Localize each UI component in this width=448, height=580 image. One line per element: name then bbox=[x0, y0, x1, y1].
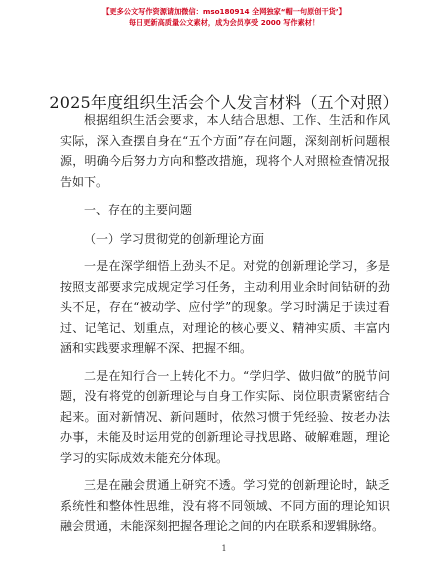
intro-paragraph: 根据组织生活会要求，本人结合思想、工作、生活和作风实际，深入查摆自身在“五个方面”存在问题，深刻剖析问题根源，明确今后努力方向和整改措施，现将个人对照检查情况报告如下。 bbox=[60, 113, 390, 189]
promo-banner-line2: 每日更新高质量公文素材，成为会员享受 2000 写作素材！ bbox=[128, 18, 320, 27]
section-heading: 一、存在的主要问题 bbox=[84, 203, 193, 217]
body-paragraph: 二是在知行合一上转化不力。“学归学、做归做”的脱节问题，没有将党的创新理论与自身工作实际、岗位职责紧密结合起来。面对新情况、新问题时，依然习惯于凭经验、按老办法办事，未能及时运用党的创新理论寻找思路、破解难题，理论学习的实际成效未能充分体现。 bbox=[60, 368, 390, 465]
body-paragraph: 一是在深学细悟上劲头不足。对党的创新理论学习，多是按照支部要求完成规定学习任务，主动利用业余时间钻研的劲头不足，存在“被动学、应付学”的现象。学习时满足于读过看过、记笔记、划重点，对理论的核心要义、精神实质、丰富内涵和实践要求理解不深、把握不细。 bbox=[60, 259, 390, 355]
body-paragraph: 三是在融会贯通上研究不透。学习党的创新理论时，缺乏系统性和整体性思维，没有将不同领域、不同方面的理论知识融会贯通，未能深刻把握各理论之间的内在联系和逻辑脉络。 bbox=[60, 478, 390, 533]
promo-banner-line1: 【更多公文写作资源请加微信：mso180914 全网独家“帽一句原创干货’】 bbox=[102, 7, 346, 16]
page-number: 1 bbox=[221, 544, 227, 553]
document-title: 2025年度组织生活会个人发言材料（五个对照） bbox=[49, 93, 399, 112]
document-body bbox=[60, 110, 390, 537]
promo-banner bbox=[0, 6, 448, 28]
subsection-heading: （一）学习贯彻党的创新理论方面 bbox=[84, 231, 265, 246]
